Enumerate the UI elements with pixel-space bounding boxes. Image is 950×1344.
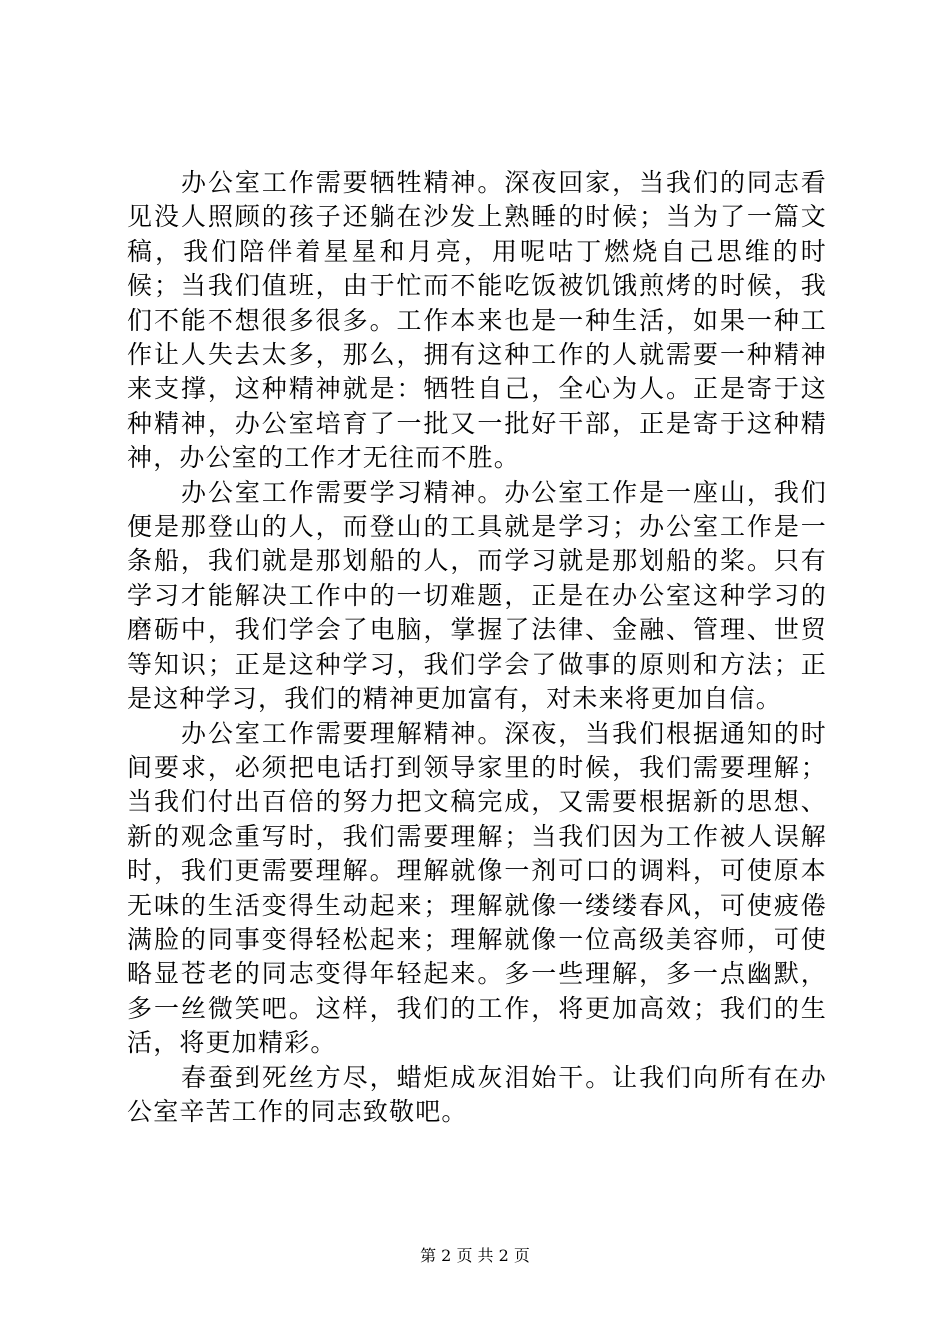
paragraph-closing: 春蚕到死丝方尽，蜡炬成灰泪始干。让我们向所有在办公室辛苦工作的同志致敬吧。 [127, 1062, 827, 1126]
page-number-footer: 第 2 页 共 2 页 [420, 1246, 530, 1265]
document-body [127, 166, 827, 1129]
paragraph-sacrifice-spirit: 办公室工作需要牺牲精神。深夜回家，当我们的同志看见没人照顾的孩子还躺在沙发上熟睡的时候；当为了一篇文稿，我们陪伴着星星和月亮，用呢咕丁燃烧自己思维的时候；当我们值班，由于忙而不能吃饭被饥饿煎烤的时候，我们不能不想很多很多。工作本来也是一种生活，如果一种工作让人失去太多，那么，拥有这种工作的人就需要一种精神来支撑，这种精神就是：牺牲自己，全心为人。正是寄于这种精神，办公室培育了一批又一批好干部，正是寄于这种精神，办公室的工作才无往而不胜。 [127, 168, 827, 473]
paragraph-understanding-spirit: 办公室工作需要理解精神。深夜，当我们根据通知的时间要求，必须把电话打到领导家里的时候，我们需要理解；当我们付出百倍的努力把文稿完成，又需要根据新的思想、新的观念重写时，我们需要理解；当我们因为工作被人误解时，我们更需要理解。理解就像一剂可口的调料，可使原本无味的生活变得生动起来；理解就像一缕缕春风，可使疲倦满脸的同事变得轻松起来；理解就像一位高级美容师，可使略显苍老的同志变得年轻起来。多一些理解，多一点幽默，多一丝微笑吧。这样，我们的工作，将更加高效；我们的生活，将更加精彩。 [127, 718, 827, 1058]
paragraph-learning-spirit: 办公室工作需要学习精神。办公室工作是一座山，我们便是那登山的人，而登山的工具就是学习；办公室工作是一条船，我们就是那划船的人，而学习就是那划船的桨。只有学习才能解决工作中的一切难题，正是在办公室这种学习的磨砺中，我们学会了电脑，掌握了法律、金融、管理、世贸等知识；正是这种学习，我们学会了做事的原则和方法；正是这种学习，我们的精神更加富有，对未来将更加自信。 [127, 477, 827, 714]
